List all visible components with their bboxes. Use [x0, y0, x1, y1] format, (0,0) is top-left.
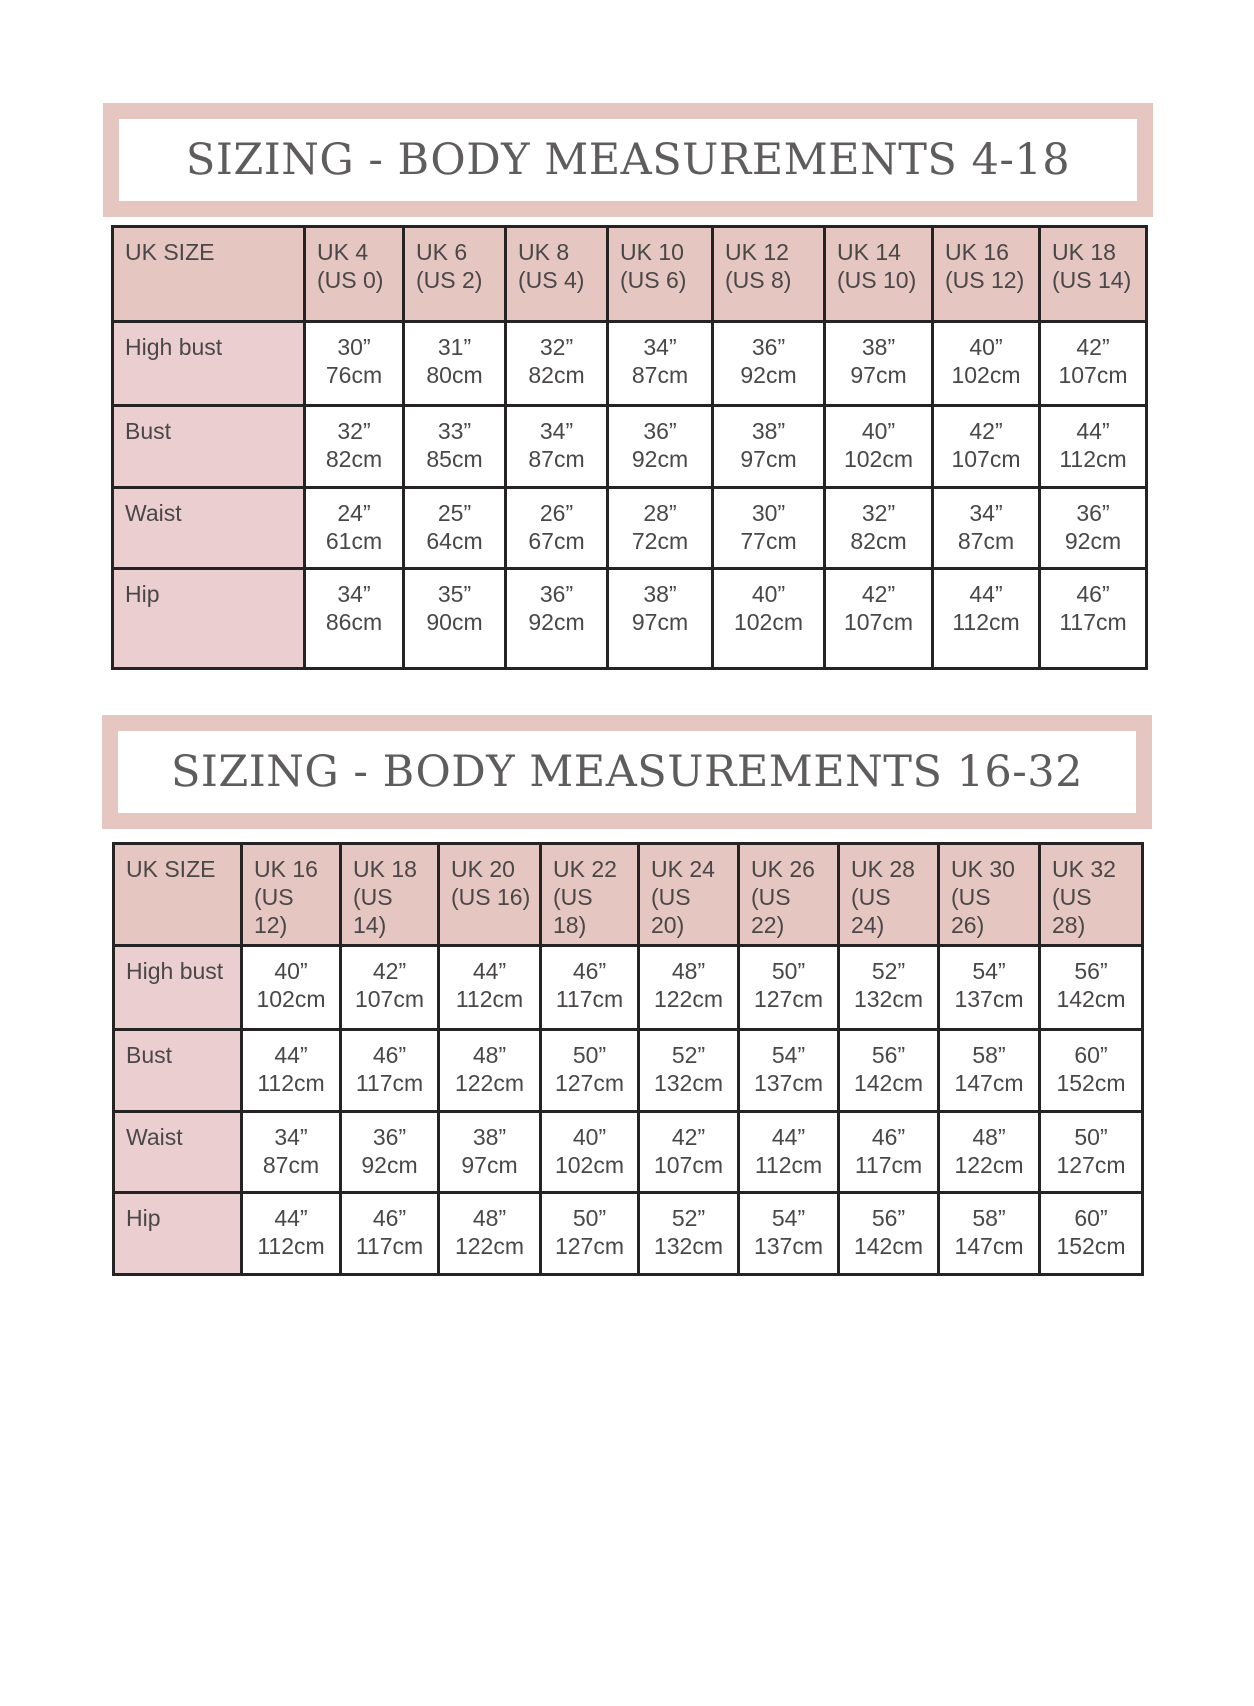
header-line: (US	[353, 884, 393, 910]
header-line: UK 14	[837, 239, 901, 265]
measurement-value	[1040, 1193, 1143, 1275]
size-column-header	[839, 844, 939, 946]
measurement-value	[713, 322, 825, 406]
measurement-label: Waist	[114, 1112, 242, 1193]
value-inches: 48”	[671, 958, 706, 984]
header-line: UK 30	[951, 856, 1015, 882]
value-cm: 92cm	[1064, 528, 1122, 554]
value-inches: 25”	[437, 500, 472, 526]
value-cm: 87cm	[262, 1152, 320, 1178]
measurement-value	[739, 946, 839, 1030]
value-inches: 32”	[861, 500, 896, 526]
measurement-value	[1040, 1030, 1143, 1112]
measurement-value	[439, 1112, 541, 1193]
measurement-value	[305, 488, 404, 569]
title-banner-1	[103, 103, 1153, 217]
header-row	[113, 227, 1147, 322]
value-inches: 52”	[671, 1042, 706, 1068]
measurement-value	[933, 406, 1040, 488]
value-inches: 40”	[861, 418, 896, 444]
value-cm: 92cm	[361, 1152, 418, 1178]
value-inches: 54”	[972, 958, 1006, 984]
measurement-value	[404, 488, 506, 569]
table-row	[114, 1030, 1143, 1112]
value-cm: 80cm	[426, 362, 483, 388]
header-line: UK 24	[651, 856, 715, 882]
measurement-value	[933, 322, 1040, 406]
title-banner-2	[102, 715, 1152, 829]
value-inches: 38”	[751, 418, 786, 444]
value-cm: 132cm	[853, 986, 924, 1012]
measurement-value	[939, 1112, 1040, 1193]
size-column-header	[739, 844, 839, 946]
table-row	[113, 488, 1147, 569]
measurement-value	[1040, 322, 1147, 406]
header-line: 18)	[553, 912, 587, 938]
value-inches: 34”	[643, 334, 677, 360]
size-column-header	[341, 844, 439, 946]
measurement-label: Hip	[114, 1193, 242, 1275]
value-inches: 58”	[972, 1205, 1006, 1231]
value-inches: 32”	[337, 418, 371, 444]
value-cm: 90cm	[426, 609, 483, 635]
measurement-value	[506, 488, 608, 569]
header-line: UK 20	[451, 856, 515, 882]
value-cm: 102cm	[951, 362, 1021, 388]
size-column-header	[608, 227, 713, 322]
value-cm: 132cm	[653, 1070, 724, 1096]
value-inches: 40”	[969, 334, 1003, 360]
header-line: (US	[1052, 884, 1092, 910]
header-line: (US	[553, 884, 593, 910]
size-column-header	[713, 227, 825, 322]
value-inches: 46”	[871, 1124, 906, 1150]
header-line: 22)	[751, 912, 785, 938]
value-inches: 58”	[972, 1042, 1006, 1068]
value-cm: 132cm	[653, 1233, 724, 1259]
value-cm: 82cm	[528, 362, 585, 388]
value-cm: 97cm	[461, 1152, 518, 1178]
value-inches: 46”	[572, 958, 607, 984]
value-inches: 48”	[472, 1205, 507, 1231]
measurement-label: Bust	[113, 406, 305, 488]
size-column-header	[305, 227, 404, 322]
measurement-label: Bust	[114, 1030, 242, 1112]
value-cm: 127cm	[554, 1233, 625, 1259]
header-line: 20)	[651, 912, 685, 938]
value-cm: 112cm	[455, 986, 524, 1012]
value-inches: 48”	[472, 1042, 507, 1068]
header-line: (US 6)	[620, 267, 687, 293]
measurement-value	[713, 488, 825, 569]
uk-size-header: UK SIZE	[113, 227, 305, 322]
value-cm: 112cm	[1059, 446, 1127, 472]
header-line: (US 0)	[317, 267, 384, 293]
value-cm: 102cm	[256, 986, 326, 1012]
value-inches: 42”	[1076, 334, 1110, 360]
measurement-value	[608, 488, 713, 569]
header-line: UK 10	[620, 239, 684, 265]
value-cm: 152cm	[1056, 1070, 1126, 1096]
size-column-header	[506, 227, 608, 322]
measurement-value	[713, 569, 825, 669]
value-cm: 117cm	[854, 1152, 923, 1178]
measurement-value	[639, 1193, 739, 1275]
header-line: UK 16	[254, 856, 318, 882]
size-column-header	[439, 844, 541, 946]
measurement-value	[939, 1030, 1040, 1112]
value-cm: 117cm	[1059, 609, 1127, 635]
measurement-value	[839, 1193, 939, 1275]
value-inches: 38”	[643, 581, 677, 607]
value-cm: 122cm	[454, 1070, 525, 1096]
value-inches: 40”	[751, 581, 786, 607]
measurement-value	[439, 1193, 541, 1275]
measurement-value	[506, 569, 608, 669]
value-cm: 142cm	[1056, 986, 1126, 1012]
measurement-value	[1040, 488, 1147, 569]
value-inches: 42”	[372, 958, 407, 984]
measurement-value	[1040, 406, 1147, 488]
value-inches: 50”	[572, 1042, 607, 1068]
value-inches: 38”	[472, 1124, 507, 1150]
measurement-value	[939, 1193, 1040, 1275]
measurement-value	[506, 322, 608, 406]
value-cm: 117cm	[355, 1070, 424, 1096]
measurement-label: High bust	[114, 946, 242, 1030]
measurement-value	[341, 946, 439, 1030]
header-line: 14)	[353, 912, 387, 938]
header-line: 28)	[1052, 912, 1086, 938]
value-cm: 137cm	[753, 1233, 824, 1259]
value-inches: 34”	[969, 500, 1003, 526]
value-cm: 102cm	[554, 1152, 625, 1178]
value-cm: 137cm	[954, 986, 1024, 1012]
value-inches: 50”	[771, 958, 806, 984]
value-inches: 44”	[1076, 418, 1110, 444]
value-cm: 87cm	[528, 446, 585, 472]
value-cm: 127cm	[554, 1070, 625, 1096]
size-column-header	[1040, 227, 1147, 322]
value-inches: 44”	[274, 1205, 308, 1231]
value-cm: 142cm	[853, 1233, 924, 1259]
value-inches: 36”	[751, 334, 786, 360]
size-column-header	[1040, 844, 1143, 946]
value-cm: 117cm	[355, 1233, 424, 1259]
measurement-value	[404, 569, 506, 669]
measurement-value	[739, 1030, 839, 1112]
value-inches: 44”	[969, 581, 1003, 607]
value-cm: 92cm	[528, 609, 585, 635]
value-inches: 36”	[539, 581, 574, 607]
value-inches: 50”	[572, 1205, 607, 1231]
value-inches: 30”	[751, 500, 786, 526]
measurement-value	[1040, 569, 1147, 669]
header-line: (US 14)	[1052, 267, 1132, 293]
header-line: 12)	[254, 912, 288, 938]
table-row	[113, 569, 1147, 669]
size-table-16-32	[112, 842, 1144, 1276]
measurement-label: Waist	[113, 488, 305, 569]
measurement-value	[933, 488, 1040, 569]
measurement-value	[839, 1112, 939, 1193]
measurement-value	[242, 946, 341, 1030]
header-line: UK 26	[751, 856, 815, 882]
table-row	[114, 1112, 1143, 1193]
value-inches: 52”	[871, 958, 906, 984]
header-line: 26)	[951, 912, 985, 938]
measurement-value	[933, 569, 1040, 669]
header-line: (US	[751, 884, 791, 910]
header-line: (US 8)	[725, 267, 792, 293]
value-inches: 40”	[572, 1124, 607, 1150]
measurement-value	[242, 1193, 341, 1275]
measurement-value	[305, 406, 404, 488]
table-row	[113, 406, 1147, 488]
value-inches: 52”	[671, 1205, 706, 1231]
header-line: (US	[254, 884, 294, 910]
value-inches: 36”	[643, 418, 677, 444]
header-line: (US 16)	[451, 884, 531, 910]
value-cm: 97cm	[850, 362, 907, 388]
value-cm: 76cm	[325, 362, 383, 388]
size-column-header	[242, 844, 341, 946]
measurement-value	[739, 1112, 839, 1193]
value-inches: 54”	[771, 1042, 806, 1068]
value-inches: 60”	[1074, 1205, 1108, 1231]
value-inches: 44”	[771, 1124, 806, 1150]
value-inches: 30”	[337, 334, 371, 360]
measurement-value	[1040, 946, 1143, 1030]
value-cm: 127cm	[753, 986, 824, 1012]
value-inches: 56”	[1074, 958, 1108, 984]
title-box-2	[118, 731, 1136, 813]
value-cm: 122cm	[954, 1152, 1024, 1178]
value-inches: 48”	[972, 1124, 1006, 1150]
value-cm: 107cm	[843, 609, 914, 635]
header-line: UK 18	[353, 856, 417, 882]
measurement-value	[242, 1030, 341, 1112]
value-inches: 24”	[337, 500, 371, 526]
table-row	[113, 322, 1147, 406]
header-line: (US	[851, 884, 891, 910]
measurement-value	[639, 1030, 739, 1112]
size-column-header	[639, 844, 739, 946]
value-inches: 44”	[274, 1042, 308, 1068]
header-line: (US 10)	[837, 267, 917, 293]
value-inches: 32”	[539, 334, 574, 360]
measurement-value	[305, 569, 404, 669]
header-line: UK 8	[518, 239, 570, 265]
header-line: (US 2)	[416, 267, 483, 293]
value-cm: 142cm	[853, 1070, 924, 1096]
header-line: (US	[651, 884, 691, 910]
value-cm: 82cm	[850, 528, 907, 554]
value-inches: 46”	[1076, 581, 1110, 607]
table-body-1	[113, 227, 1147, 669]
header-line: (US 4)	[518, 267, 585, 293]
value-cm: 85cm	[426, 446, 483, 472]
value-inches: 42”	[671, 1124, 706, 1150]
value-cm: 97cm	[740, 446, 797, 472]
measurement-value	[608, 322, 713, 406]
measurement-value	[439, 946, 541, 1030]
value-inches: 34”	[274, 1124, 308, 1150]
measurement-value	[639, 946, 739, 1030]
value-inches: 42”	[861, 581, 896, 607]
page-title-1: SIZING - BODY MEASUREMENTS 4-18	[185, 135, 1071, 185]
value-cm: 72cm	[631, 528, 689, 554]
value-inches: 33”	[437, 418, 472, 444]
header-line: UK 16	[945, 239, 1009, 265]
page-title-2: SIZING - BODY MEASUREMENTS 16-32	[170, 747, 1084, 797]
measurement-label: High bust	[113, 322, 305, 406]
measurement-value	[825, 322, 933, 406]
size-column-header	[404, 227, 506, 322]
measurement-value	[541, 1030, 639, 1112]
header-row	[114, 844, 1143, 946]
measurement-value	[639, 1112, 739, 1193]
value-inches: 26”	[539, 500, 574, 526]
measurement-value	[541, 946, 639, 1030]
value-cm: 92cm	[740, 362, 797, 388]
uk-size-header: UK SIZE	[114, 844, 242, 946]
value-cm: 87cm	[957, 528, 1015, 554]
value-inches: 46”	[372, 1205, 407, 1231]
value-inches: 56”	[871, 1205, 906, 1231]
header-line: UK 6	[416, 239, 468, 265]
size-column-header	[939, 844, 1040, 946]
header-line: UK 18	[1052, 239, 1116, 265]
header-line: UK 12	[725, 239, 789, 265]
value-cm: 102cm	[843, 446, 914, 472]
value-inches: 34”	[337, 581, 371, 607]
measurement-value	[713, 406, 825, 488]
table-row	[114, 946, 1143, 1030]
header-line: (US 12)	[945, 267, 1025, 293]
measurement-value	[839, 1030, 939, 1112]
measurement-value	[341, 1112, 439, 1193]
value-inches: 56”	[871, 1042, 906, 1068]
value-inches: 54”	[771, 1205, 806, 1231]
measurement-value	[608, 569, 713, 669]
value-inches: 35”	[437, 581, 472, 607]
value-inches: 60”	[1074, 1042, 1108, 1068]
value-cm: 77cm	[740, 528, 797, 554]
measurement-value	[825, 488, 933, 569]
value-inches: 50”	[1074, 1124, 1108, 1150]
measurement-value	[541, 1112, 639, 1193]
table-row	[114, 1193, 1143, 1275]
measurement-value	[404, 406, 506, 488]
value-cm: 147cm	[954, 1070, 1024, 1096]
value-cm: 137cm	[753, 1070, 824, 1096]
value-cm: 86cm	[325, 609, 383, 635]
measurement-value	[608, 406, 713, 488]
value-cm: 117cm	[555, 986, 624, 1012]
value-inches: 40”	[274, 958, 308, 984]
value-inches: 42”	[969, 418, 1003, 444]
value-cm: 107cm	[653, 1152, 724, 1178]
measurement-value	[541, 1193, 639, 1275]
measurement-value	[305, 322, 404, 406]
title-box-1	[119, 119, 1137, 201]
header-line: UK 4	[317, 239, 369, 265]
value-inches: 28”	[643, 500, 677, 526]
value-cm: 67cm	[528, 528, 585, 554]
measurement-label: Hip	[113, 569, 305, 669]
value-inches: 44”	[472, 958, 507, 984]
table-body-2	[114, 844, 1143, 1275]
measurement-value	[825, 406, 933, 488]
value-inches: 31”	[437, 334, 472, 360]
value-cm: 61cm	[325, 528, 383, 554]
value-cm: 107cm	[1058, 362, 1128, 388]
measurement-value	[1040, 1112, 1143, 1193]
measurement-value	[341, 1193, 439, 1275]
value-cm: 122cm	[653, 986, 724, 1012]
measurement-value	[341, 1030, 439, 1112]
header-line: (US	[951, 884, 991, 910]
size-table-4-18	[111, 225, 1148, 670]
measurement-value	[242, 1112, 341, 1193]
value-cm: 107cm	[354, 986, 425, 1012]
value-cm: 112cm	[754, 1152, 823, 1178]
measurement-value	[506, 406, 608, 488]
value-inches: 46”	[372, 1042, 407, 1068]
value-inches: 38”	[861, 334, 896, 360]
measurement-value	[439, 1030, 541, 1112]
header-line: UK 32	[1052, 856, 1116, 882]
value-inches: 34”	[539, 418, 574, 444]
value-cm: 122cm	[454, 1233, 525, 1259]
value-cm: 147cm	[954, 1233, 1024, 1259]
value-cm: 64cm	[426, 528, 483, 554]
value-cm: 82cm	[325, 446, 383, 472]
value-cm: 102cm	[733, 609, 804, 635]
size-column-header	[541, 844, 639, 946]
header-line: 24)	[851, 912, 885, 938]
measurement-value	[404, 322, 506, 406]
value-inches: 36”	[1076, 500, 1110, 526]
size-column-header	[933, 227, 1040, 322]
header-line: UK 28	[851, 856, 915, 882]
value-cm: 97cm	[631, 609, 689, 635]
value-cm: 127cm	[1056, 1152, 1126, 1178]
header-line: UK 22	[553, 856, 617, 882]
value-cm: 107cm	[951, 446, 1021, 472]
size-column-header	[825, 227, 933, 322]
measurement-value	[839, 946, 939, 1030]
value-cm: 112cm	[257, 1070, 325, 1096]
measurement-value	[825, 569, 933, 669]
value-cm: 112cm	[952, 609, 1020, 635]
value-cm: 152cm	[1056, 1233, 1126, 1259]
measurement-value	[739, 1193, 839, 1275]
value-cm: 92cm	[631, 446, 689, 472]
value-cm: 112cm	[257, 1233, 325, 1259]
value-inches: 36”	[372, 1124, 407, 1150]
value-cm: 87cm	[631, 362, 689, 388]
measurement-value	[939, 946, 1040, 1030]
